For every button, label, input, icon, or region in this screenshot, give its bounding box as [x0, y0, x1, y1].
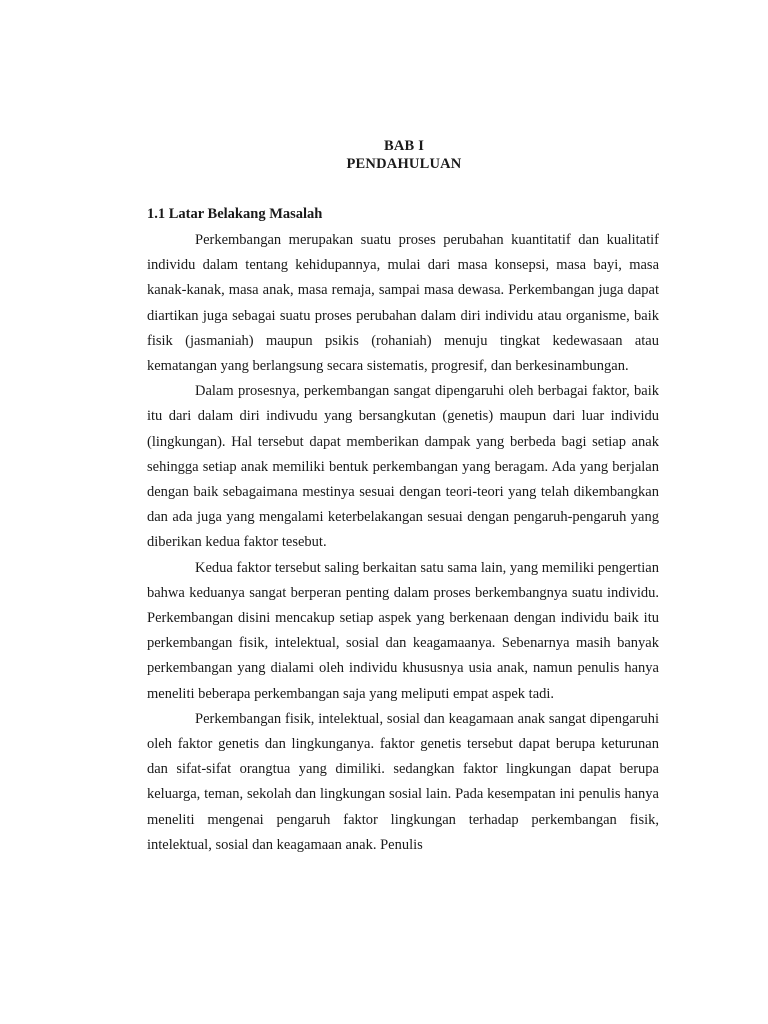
chapter-header [0, 137, 768, 173]
paragraph-4: Perkembangan fisik, intelektual, sosial dan keagamaan anak sangat dipengaruhi oleh faktor genetis dan lingkunganya. faktor genetis tersebut dapat berupa keturunan dan sifat-sifat orangtua yang dimiliki. sedangkan faktor lingkungan dapat berupa keluarga, teman, sekolah dan lingkungan sosial lain. Pada kesempatan ini penulis hanya meneliti mengenai pengaruh faktor lingkungan terhadap perkembangan fisik, intelektual, sosial dan keagamaan anak. Penulis [147, 710, 659, 853]
chapter-label: BAB I [383, 138, 425, 154]
paragraph-2: Dalam prosesnya, perkembangan sangat dipengaruhi oleh berbagai faktor, baik itu dari dalam diri indivudu yang bersangkutan (genetis) maupun dari luar individu (lingkungan). Hal tersebut dapat memberikan dampak yang berbeda bagi setiap anak sehingga setiap anak memiliki bentuk perkembangan yang beragam. Ada yang berjalan dengan baik sebagaimana mestinya sesuai dengan teori-teori yang telah dikembangkan dan ada juga yang mengalami keterbelakangan sesuai dengan pengaruh-pengaruh yang diberikan kedua faktor tesebut. [147, 383, 659, 551]
body-text [147, 228, 659, 858]
chapter-title: PENDAHULUAN [346, 156, 462, 172]
paragraph-3: Kedua faktor tersebut saling berkaitan satu sama lain, yang memiliki pengertian bahwa keduanya sangat berperan penting dalam proses berkembangnya suatu individu. Perkembangan disini mencakup setiap aspek yang berkenaan dengan individu baik itu perkembangan fisik, intelektual, sosial dan keagamaanya. Sebenarnya masih banyak perkembangan yang dialami oleh individu khususnya usia anak, namun penulis hanya meneliti beberapa perkembangan saja yang meliputi empat aspek tadi. [147, 559, 659, 702]
paragraph-1: Perkembangan merupakan suatu proses perubahan kuantitatif dan kualitatif individu dalam tentang kehidupannya, mulai dari masa konsepsi, masa bayi, masa kanak-kanak, masa anak, masa remaja, sampai masa dewasa. Perkembangan juga dapat diartikan juga sebagai suatu proses perubahan dalam diri individu atau organisme, baik fisik (jasmaniah) maupun psikis (rohaniah) menuju tingkat kedewasaan atau kematangan yang berlangsung secara sistematis, progresif, dan berkesinambungan. [147, 232, 659, 375]
section-heading: 1.1 Latar Belakang Masalah [147, 206, 323, 222]
